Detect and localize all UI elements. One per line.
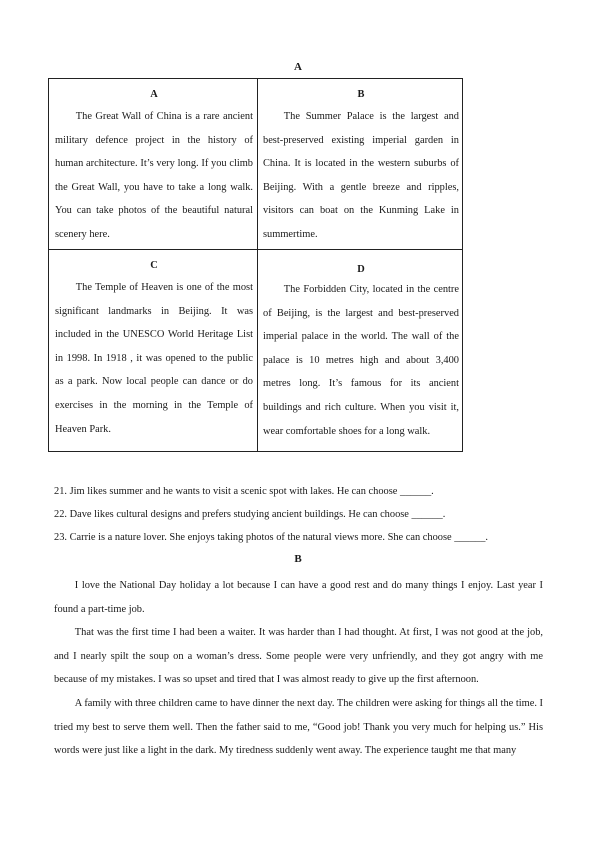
table-cell-b — [263, 79, 459, 247]
cell-c-label: C — [150, 260, 158, 271]
cell-d-label: D — [357, 264, 365, 275]
question-23: 23. Carrie is a nature lover. She enjoys taking photos of the natural views more. She can choose ______. — [54, 532, 488, 543]
cell-c-text: The Temple of Heaven is one of the most significant landmarks in Beijing. It was included in the UNESCO World Heritage List in 1998. In 1918 , it was opened to the public as a park. Now local people can dance or do exercises in the morning in the Temple of Heaven Park. — [55, 282, 253, 435]
attractions-table — [48, 78, 463, 452]
question-list — [54, 480, 554, 549]
table-cell-d — [263, 250, 459, 443]
passage-b — [54, 574, 543, 763]
table-cell-c — [55, 250, 253, 441]
table-vertical-divider — [257, 79, 258, 451]
cell-b-text: The Summer Palace is the largest and best-preserved existing imperial garden in China. It is located in the western suburbs of Beijing. With a gentle breeze and ripples, visitors can boat on the Kunming Lake in summertime. — [263, 111, 459, 240]
table-cell-a — [55, 79, 253, 247]
cell-a-label: A — [150, 89, 158, 100]
question-22: 22. Dave likes cultural designs and prefers studying ancient buildings. He can choose ______. — [54, 509, 446, 520]
cell-a-text: The Great Wall of China is a rare ancient military defence project in the history of human architecture. It’s very long. If you climb the Great Wall, you have to take a long walk. You can take photos of the beautiful natural scenery here. — [55, 111, 253, 240]
passage-paragraph-3: A family with three children came to have dinner the next day. The children were asking for things all the time. I tried my best to serve them well. Then the father said to me, “Good job! Thank you very much for helping us.” His words were just like a light in the dark. My tiredness suddenly went away. The experience taught me that many — [54, 697, 543, 757]
cell-b-label: B — [357, 89, 365, 100]
cell-d-text: The Forbidden City, located in the centre of Beijing, is the largest and best-preserved imperial palace in the world. The wall of the palace is 10 metres high and about 3,400 metres long. It’s famous for its ancient buildings and rich culture. When you visit it, wear comfortable shoes for a long walk. — [263, 284, 459, 437]
passage-paragraph-1: I love the National Day holiday a lot because I can have a good rest and do many things I enjoy. Last year I found a part-time job. — [54, 580, 543, 615]
question-21: 21. Jim likes summer and he wants to visit a scenic spot with lakes. He can choose ______. — [54, 486, 434, 497]
passage-paragraph-2: That was the first time I had been a waiter. It was harder than I had thought. At first, I was not good at the job, and I nearly spilt the soup on a woman’s dress. Some people were very unfriendly, and they got angry with me because of my mistakes. I was so upset and tired that I was almost ready to give up the first afternoon. — [54, 627, 543, 686]
section-b-heading: B — [294, 553, 302, 565]
section-a-heading: A — [294, 61, 302, 73]
